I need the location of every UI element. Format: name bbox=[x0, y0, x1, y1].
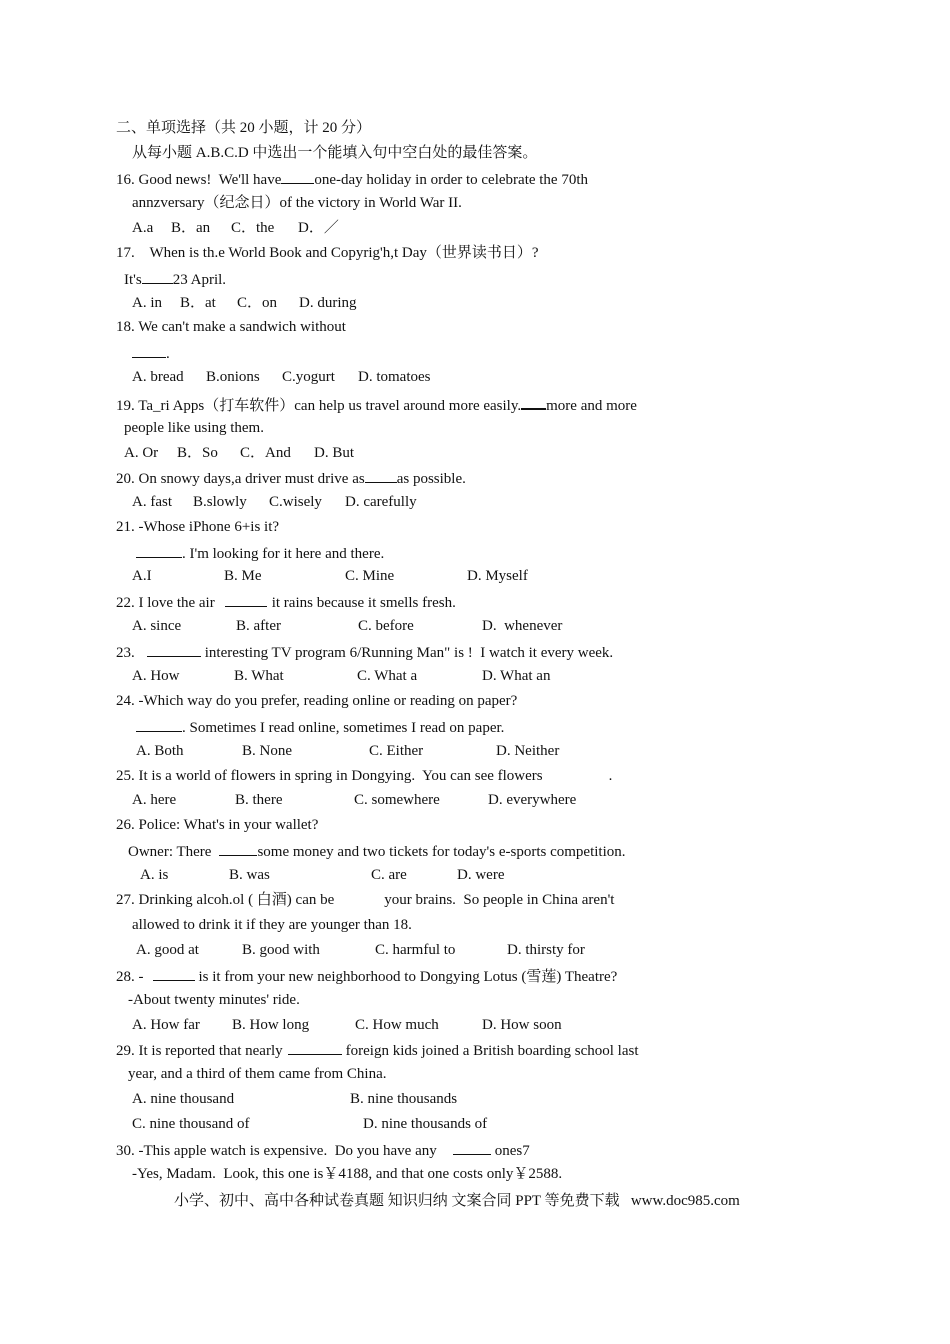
answer-blank bbox=[153, 966, 195, 981]
answer-blank bbox=[365, 468, 397, 483]
q17-stem: 17. When is th.e World Book and Copyrig'h,t Day（世界读书日）? bbox=[116, 245, 539, 261]
q26-option-a: A. is bbox=[140, 867, 169, 883]
q19-option-b: B．So bbox=[177, 445, 218, 461]
q19-option-d: D. But bbox=[314, 445, 355, 461]
page-footer: 小学、初中、高中各种试卷真题 知识归纳 文案合同 PPT 等免费下载 www.doc985.com bbox=[174, 1193, 740, 1209]
q22-option-b: B. after bbox=[236, 618, 281, 634]
q16-options bbox=[132, 219, 392, 237]
q18-stem: 18. We can't make a sandwich without bbox=[116, 319, 346, 335]
answer-blank bbox=[281, 169, 314, 184]
q27-stem: 27. Drinking alcoh.ol ( 白酒) can be your brains. So people in China aren't bbox=[116, 892, 615, 908]
q29-option-b: B. nine thousands bbox=[350, 1091, 458, 1107]
q25-option-d: D. everywhere bbox=[488, 792, 577, 808]
q27-option-a: A. good at bbox=[136, 942, 199, 958]
q28-option-c: C. How much bbox=[355, 1017, 439, 1033]
q21-option-c: C. Mine bbox=[345, 568, 395, 584]
q16-stem: 16. Good news! We'll have one-day holiday in order to celebrate the 70th bbox=[116, 169, 588, 189]
q26-stem-cont: Owner: There some money and two tickets for today's e-sports competition. bbox=[128, 841, 626, 861]
q18-option-c: C.yogurt bbox=[282, 369, 335, 385]
q28-options bbox=[132, 1016, 592, 1034]
answer-blank bbox=[132, 343, 166, 358]
q17-option-d: D. during bbox=[299, 295, 357, 311]
q26-option-c: C. are bbox=[371, 867, 407, 883]
q20-option-a: A. fast bbox=[132, 494, 172, 510]
answer-blank bbox=[136, 717, 182, 732]
q25-options bbox=[132, 791, 592, 809]
q29-options-row1 bbox=[132, 1090, 532, 1108]
q18-option-d: D. tomatoes bbox=[358, 369, 431, 385]
q27-option-d: D. thirsty for bbox=[507, 942, 585, 958]
q16-option-a: A.a bbox=[132, 220, 154, 236]
q29-option-d: D. nine thousands of bbox=[363, 1116, 488, 1132]
answer-blank bbox=[142, 269, 173, 284]
q19-options bbox=[124, 444, 384, 462]
section-instruction: 从每小题 A.B.C.D 中选出一个能填入句中空白处的最佳答案。 bbox=[132, 145, 538, 161]
q26-stem: 26. Police: What's in your wallet? bbox=[116, 817, 319, 833]
q30-stem-cont: -Yes, Madam. Look, this one is￥4188, and that one costs only￥2588. bbox=[132, 1166, 563, 1182]
q20-option-d: D. carefully bbox=[345, 494, 417, 510]
q16-option-b: B．an bbox=[171, 220, 211, 236]
q20-option-b: B.slowly bbox=[193, 494, 247, 510]
q19-stem: 19. Ta_ri Apps（打车软件）can help us travel around more easily. more and more bbox=[116, 394, 637, 415]
q21-option-a: A.I bbox=[132, 568, 152, 584]
answer-blank bbox=[136, 543, 182, 558]
q24-options bbox=[136, 742, 596, 760]
q17-option-b: B．at bbox=[180, 295, 216, 311]
q26-option-b: B. was bbox=[229, 867, 270, 883]
q17-options bbox=[132, 294, 392, 312]
q28-stem-cont: -About twenty minutes' ride. bbox=[128, 992, 300, 1008]
q24-option-d: D. Neither bbox=[496, 743, 560, 759]
q25-stem: 25. It is a world of flowers in spring in Dongying. You can see flowers . bbox=[116, 768, 613, 784]
q21-options bbox=[132, 567, 552, 585]
q24-option-b: B. None bbox=[242, 743, 292, 759]
q17-option-c: C．on bbox=[237, 295, 278, 311]
q25-option-a: A. here bbox=[132, 792, 177, 808]
q23-option-d: D. What an bbox=[482, 668, 551, 684]
q16-option-d: D．／ bbox=[298, 220, 339, 236]
q18-option-b: B.onions bbox=[206, 369, 260, 385]
q28-stem: 28. - is it from your new neighborhood to Dongying Lotus (雪莲) Theatre? bbox=[116, 966, 617, 986]
q26-options bbox=[140, 866, 540, 884]
q28-option-b: B. How long bbox=[232, 1017, 310, 1033]
q27-stem-cont: allowed to drink it if they are younger than 18. bbox=[132, 917, 412, 933]
q20-options bbox=[132, 493, 452, 511]
q16-stem-cont: annzversary（纪念日）of the victory in World War II. bbox=[132, 195, 462, 211]
q25-option-b: B. there bbox=[235, 792, 283, 808]
q27-option-b: B. good with bbox=[242, 942, 320, 958]
q18-options bbox=[132, 368, 452, 386]
answer-blank bbox=[147, 642, 201, 657]
q22-option-a: A. since bbox=[132, 618, 182, 634]
q29-options-row2 bbox=[132, 1115, 532, 1133]
q20-option-c: C.wisely bbox=[269, 494, 322, 510]
answer-blank bbox=[219, 841, 257, 856]
q24-stem: 24. -Which way do you prefer, reading online or reading on paper? bbox=[116, 693, 518, 709]
q29-stem: 29. It is reported that nearly foreign kids joined a British boarding school last bbox=[116, 1040, 639, 1060]
q19-option-c: C．And bbox=[240, 445, 291, 461]
q17-stem-cont: It's 23 April. bbox=[124, 269, 226, 289]
q23-stem: 23. interesting TV program 6/Running Man" is ! I watch it every week. bbox=[116, 642, 613, 662]
q22-option-d: D. whenever bbox=[482, 618, 563, 634]
q22-stem: 22. I love the air it rains because it smells fresh. bbox=[116, 592, 456, 612]
answer-blank bbox=[453, 1140, 491, 1155]
answer-blank bbox=[288, 1040, 342, 1055]
q18-stem-cont: . bbox=[132, 343, 170, 363]
q21-stem-cont: . I'm looking for it here and there. bbox=[136, 543, 384, 563]
q28-option-d: D. How soon bbox=[482, 1017, 562, 1033]
q23-option-a: A. How bbox=[132, 668, 180, 684]
q22-options bbox=[132, 617, 592, 635]
q28-option-a: A. How far bbox=[132, 1017, 200, 1033]
q20-stem: 20. On snowy days,a driver must drive as as possible. bbox=[116, 468, 466, 488]
answer-blank bbox=[521, 394, 546, 410]
q29-option-a: A. nine thousand bbox=[132, 1091, 235, 1107]
q23-options bbox=[132, 667, 592, 685]
q23-option-c: C. What a bbox=[357, 668, 418, 684]
q24-option-a: A. Both bbox=[136, 743, 184, 759]
q27-options bbox=[136, 941, 616, 959]
answer-blank bbox=[225, 592, 267, 607]
q21-stem: 21. -Whose iPhone 6+is it? bbox=[116, 519, 280, 535]
q17-option-a: A. in bbox=[132, 295, 162, 311]
q19-option-a: A. Or bbox=[124, 445, 159, 461]
q24-option-c: C. Either bbox=[369, 743, 424, 759]
q18-option-a: A. bread bbox=[132, 369, 184, 385]
q29-option-c: C. nine thousand of bbox=[132, 1116, 250, 1132]
q24-stem-cont: . Sometimes I read online, sometimes I read on paper. bbox=[136, 717, 504, 737]
section-title: 二、单项选择（共 20 小题，计 20 分） bbox=[116, 120, 372, 136]
q21-option-d: D. Myself bbox=[467, 568, 528, 584]
q30-stem: 30. -This apple watch is expensive. Do you have any ones7 bbox=[116, 1140, 530, 1160]
q19-stem-cont: people like using them. bbox=[124, 420, 264, 436]
q25-option-c: C. somewhere bbox=[354, 792, 440, 808]
q21-option-b: B. Me bbox=[224, 568, 262, 584]
q23-option-b: B. What bbox=[234, 668, 284, 684]
q22-option-c: C. before bbox=[358, 618, 414, 634]
q27-option-c: C. harmful to bbox=[375, 942, 456, 958]
q26-option-d: D. were bbox=[457, 867, 505, 883]
q16-option-c: C．the bbox=[231, 220, 275, 236]
q29-stem-cont: year, and a third of them came from China. bbox=[128, 1066, 387, 1082]
